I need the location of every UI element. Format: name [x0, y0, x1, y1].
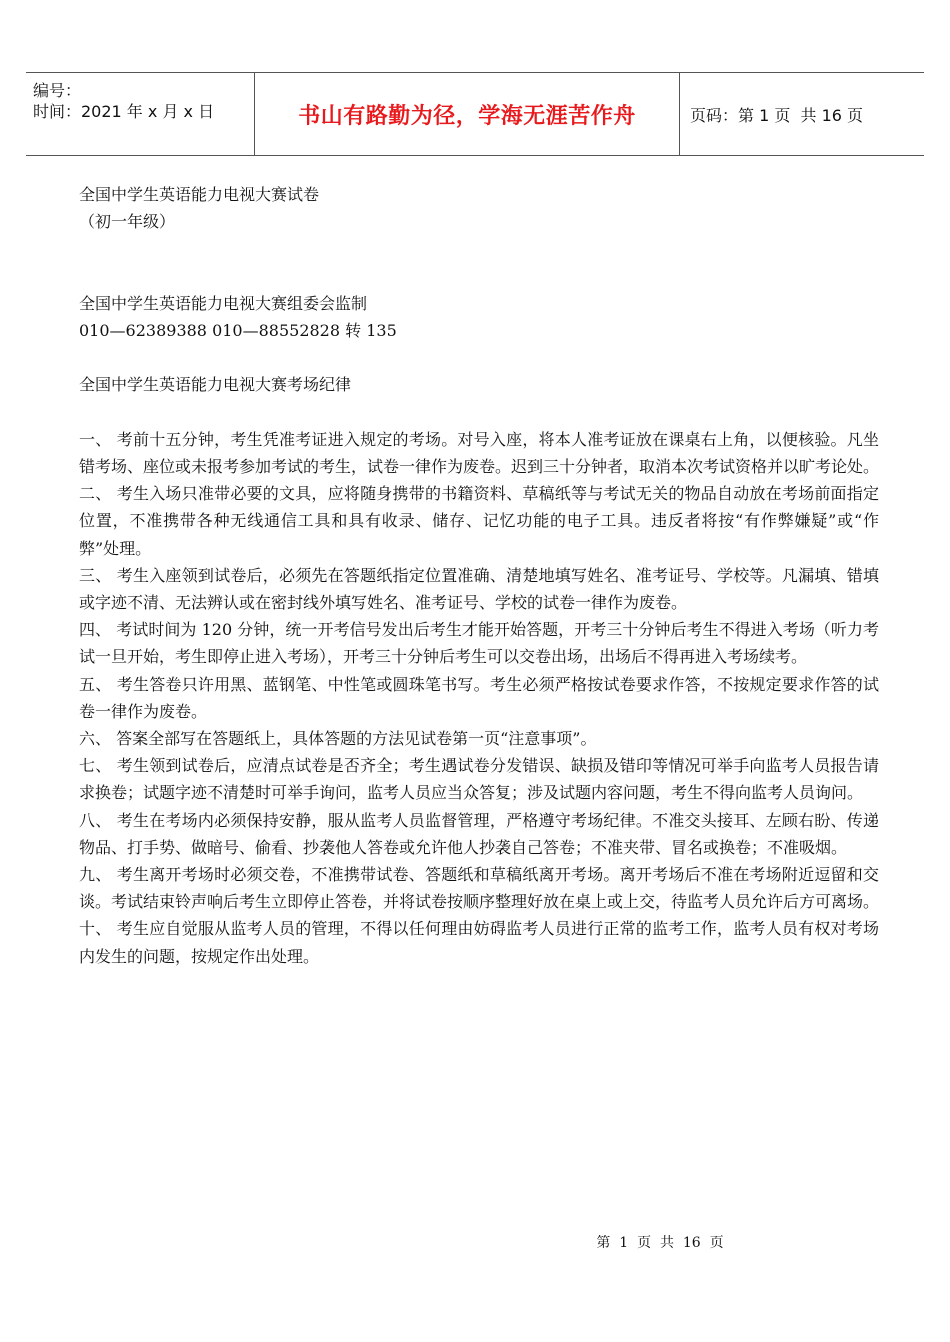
exam-grade: （初一年级） [79, 212, 176, 232]
rule-item [79, 752, 879, 806]
organizer-line: 全国中学生英语能力电视大赛组委会监制 [79, 293, 368, 313]
document-body [79, 181, 879, 970]
rule-item [79, 426, 879, 480]
rule-item [79, 480, 879, 562]
rule-item [79, 671, 879, 725]
rule-item [79, 725, 879, 752]
footer-page-number: 第 1 页 共 16 页 [596, 1235, 724, 1251]
header-page-label: 页码：第 1 页 共 16 页 [690, 105, 864, 125]
document-header [26, 72, 924, 156]
exam-title: 全国中学生英语能力电视大赛试卷 [79, 185, 320, 204]
rule-number: 二、 [79, 484, 117, 504]
spacer [79, 263, 879, 290]
rule-text: 考生领到试卷后，应清点试卷是否齐全；考生遇试卷分发错误、缺损及错印等情况可举手向监考人员报告请求换卷；试题字迹不清楚时可举手询问，监考人员应当众答复；涉及试题内容问题，考生不得向监考人员询问。 [79, 756, 879, 803]
header-meta-cell [26, 73, 255, 155]
rules-title: 全国中学生英语能力电视大赛考场纪律 [79, 375, 352, 395]
rule-number: 六、 [79, 729, 117, 748]
rule-text: 考生离开考场时必须交卷，不准携带试卷、答题纸和草稿纸离开考场。离开考场后不准在考场附近逗留和交谈。考试结束铃声响后考生立即停止答卷，并将试卷按顺序整理好放在桌上或上交，待监考人员允许后方可离场。 [79, 865, 880, 912]
document-number-label: 编号： [33, 81, 82, 100]
document-date-label: 时间：2021 年 x 月 x 日 [33, 102, 215, 121]
rule-text: 考生在考场内必须保持安静，服从监考人员监督管理，严格遵守考场纪律。不准交头接耳、左顾右盼、传递物品、打手势、做暗号、偷看、抄袭他人答卷或允许他人抄袭自己答卷；不准夹带、冒名或换卷；不准吸烟。 [79, 810, 879, 857]
rule-text: 考试时间为 120 分钟，统一开考信号发出后考生才能开始答题，开考三十分钟后考生不得进入考场（听力考试一旦开始，考生即停止进入考场），开考三十分钟后考生可以交卷出场，出场后不得再进入考场续考。 [79, 620, 880, 667]
rule-item [79, 616, 879, 670]
page-footer [0, 1232, 950, 1252]
rule-text: 考前十五分钟，考生凭准考证进入规定的考场。对号入座，将本人准考证放在课桌右上角，以便核验。凡坐错考场、座位或未报考参加考试的考生，试卷一律作为废卷。迟到三十分钟者，取消本次考试资格并以旷考论处。 [79, 429, 880, 476]
rules-list [79, 426, 879, 970]
rule-item [79, 562, 879, 616]
rule-number: 三、 [79, 565, 117, 585]
spacer [79, 399, 879, 426]
rule-text: 考生应自觉服从监考人员的管理，不得以任何理由妨碍监考人员进行正常的监考工作，监考人员有权对考场内发生的问题，按规定作出处理。 [79, 919, 879, 966]
spacer [79, 344, 879, 371]
rule-number: 十、 [79, 919, 117, 939]
rule-number: 九、 [79, 865, 117, 885]
rule-number: 四、 [79, 620, 117, 640]
rule-number: 八、 [79, 810, 117, 830]
rule-number: 七、 [79, 756, 117, 776]
rule-item [79, 861, 879, 915]
spacer [79, 235, 879, 262]
rule-text: 考生入座领到试卷后，必须先在答题纸指定位置准确、清楚地填写姓名、准考证号、学校等。凡漏填、错填或字迹不清、无法辨认或在密封线外填写姓名、准考证号、学校的试卷一律作为废卷。 [79, 565, 879, 612]
rule-item [79, 807, 879, 861]
rule-text: 考生入场只准带必要的文具，应将随身携带的书籍资料、草稿纸等与考试无关的物品自动放在考场前面指定位置，不准携带各种无线通信工具和具有收录、储存、记忆功能的电子工具。违反者将按“有作弊嫌疑”或“作弊”处理。 [79, 484, 879, 558]
header-motto: 书山有路勤为径，学海无涯苦作舟 [255, 73, 680, 155]
rule-text: 考生答卷只许用黑、蓝钢笔、中性笔或圆珠笔书写。考生必须严格按试卷要求作答，不按规定要求作答的试卷一律作为废卷。 [79, 674, 879, 721]
phone-line: 010—62389388 010—88552828 转 135 [79, 320, 397, 340]
rule-number: 五、 [79, 674, 117, 694]
header-page-cell [680, 73, 924, 155]
rule-text: 答案全部写在答题纸上，具体答题的方法见试卷第一页“注意事项”。 [116, 729, 597, 748]
rule-item [79, 915, 879, 969]
rule-number: 一、 [79, 429, 117, 449]
